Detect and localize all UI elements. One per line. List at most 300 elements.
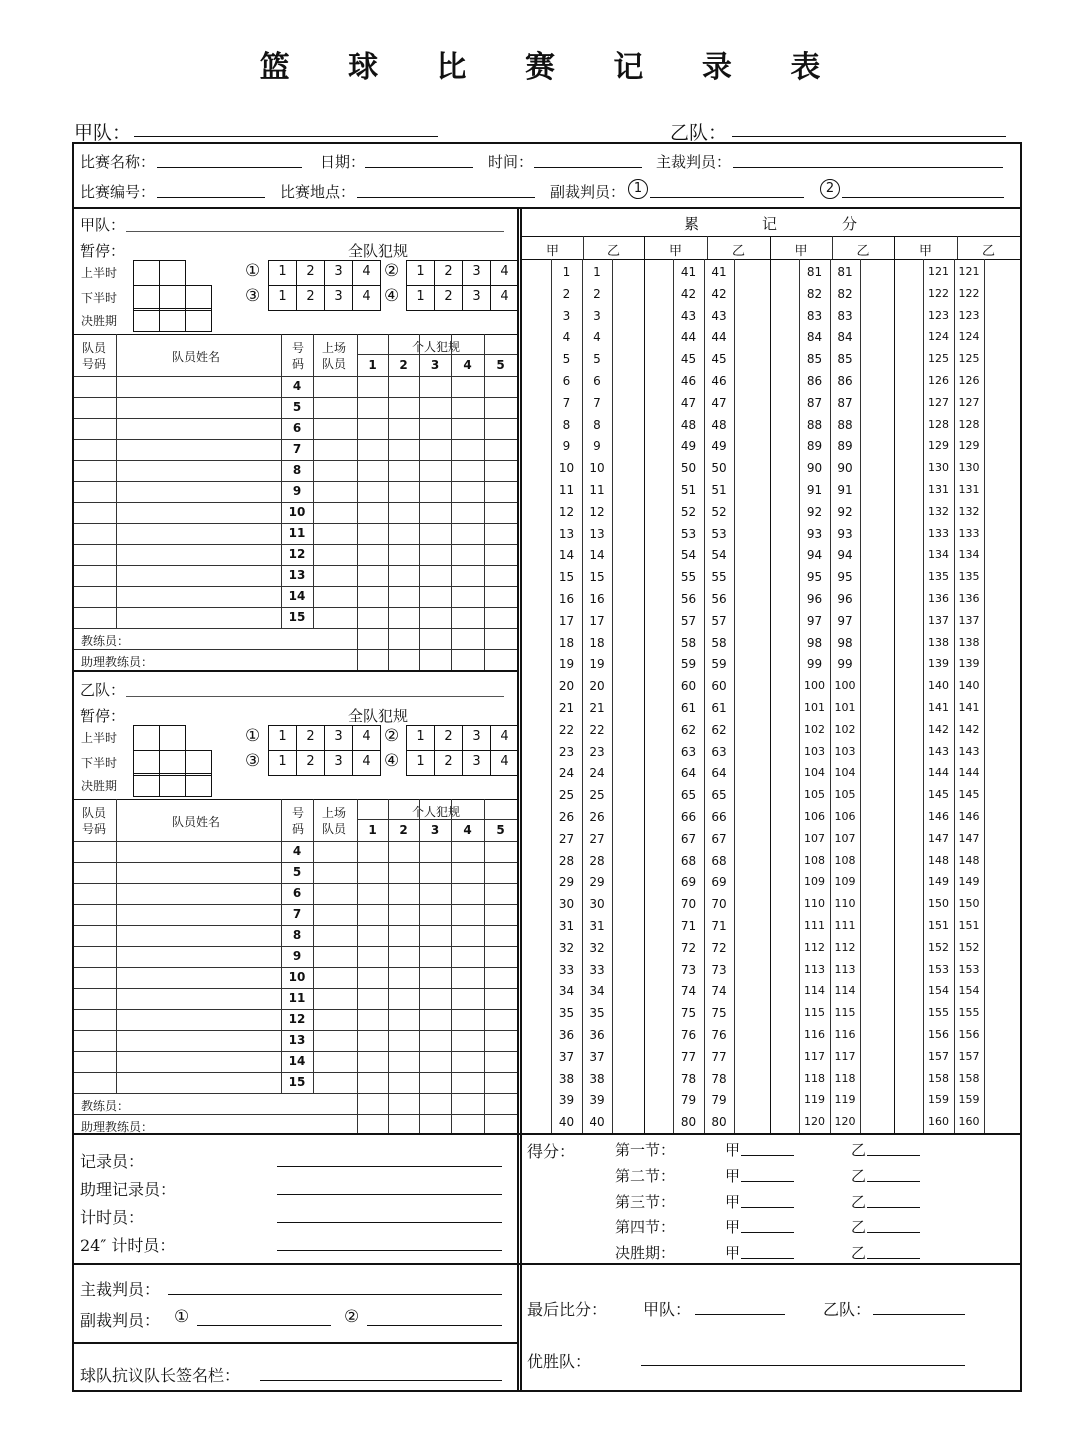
score-mark-b[interactable]: 70 (711, 897, 727, 912)
score-mark-a[interactable]: 17 (558, 613, 575, 628)
period-score-b-field[interactable] (867, 1140, 920, 1156)
score-mark-a[interactable]: 143 (928, 744, 949, 758)
period-score-a-field[interactable] (741, 1192, 794, 1208)
team-a-field[interactable] (134, 118, 438, 137)
score-mark-b[interactable]: 110 (834, 897, 856, 911)
score-mark-a[interactable]: 2 (562, 286, 571, 301)
score-mark-a[interactable]: 68 (680, 853, 697, 868)
score-mark-a[interactable]: 151 (928, 919, 949, 932)
score-mark-b[interactable]: 125 (958, 352, 980, 366)
score-mark-b[interactable]: 154 (958, 984, 980, 998)
score-mark-b[interactable]: 26 (589, 810, 605, 824)
score-mark-b[interactable]: 9 (593, 439, 601, 454)
score-mark-a[interactable]: 157 (928, 1049, 949, 1063)
score-mark-a[interactable]: 8 (562, 417, 571, 432)
team-a-team-foul-box[interactable]: 3 (324, 285, 353, 311)
score-mark-a[interactable]: 5 (562, 352, 571, 367)
score-mark-b[interactable]: 135 (958, 570, 980, 584)
umpire-1-field[interactable] (650, 182, 804, 198)
score-mark-b[interactable]: 141 (958, 701, 980, 714)
score-mark-a[interactable]: 134 (928, 548, 949, 562)
score-mark-a[interactable]: 125 (928, 352, 949, 366)
score-mark-b[interactable]: 92 (837, 504, 853, 519)
team-b-team-foul-box[interactable]: 2 (434, 750, 463, 776)
score-mark-a[interactable]: 127 (928, 395, 949, 409)
score-mark-b[interactable]: 150 (958, 897, 980, 911)
score-mark-a[interactable]: 99 (806, 657, 823, 672)
team-b-team-foul-box[interactable]: 4 (490, 750, 519, 776)
score-mark-b[interactable]: 146 (958, 810, 980, 823)
score-mark-b[interactable]: 71 (711, 919, 727, 933)
score-mark-b[interactable]: 138 (958, 635, 980, 649)
score-mark-a[interactable]: 139 (928, 657, 949, 671)
score-mark-a[interactable]: 82 (806, 286, 823, 301)
score-mark-a[interactable]: 156 (928, 1028, 949, 1041)
score-mark-b[interactable]: 5 (593, 352, 601, 367)
score-mark-a[interactable]: 33 (558, 962, 575, 977)
protest-field[interactable] (260, 1364, 502, 1381)
score-mark-b[interactable]: 80 (711, 1115, 727, 1130)
score-mark-b[interactable]: 25 (589, 788, 605, 803)
team-a-team-foul-box[interactable]: 3 (462, 260, 491, 286)
score-mark-a[interactable]: 113 (804, 962, 825, 976)
score-mark-b[interactable]: 155 (958, 1006, 980, 1020)
score-mark-a[interactable]: 69 (680, 875, 697, 890)
score-mark-a[interactable]: 88 (806, 417, 823, 432)
score-mark-b[interactable]: 42 (711, 286, 727, 301)
score-mark-b[interactable]: 109 (834, 875, 856, 889)
bottom-umpire-1-field[interactable] (197, 1309, 331, 1326)
score-mark-b[interactable]: 18 (589, 635, 605, 650)
score-mark-a[interactable]: 132 (928, 504, 949, 518)
team-b-team-foul-box[interactable]: 3 (324, 750, 353, 776)
final-b-field[interactable] (873, 1298, 965, 1315)
score-mark-a[interactable]: 63 (680, 744, 697, 759)
score-mark-a[interactable]: 102 (804, 722, 825, 736)
team-a-team-foul-box[interactable]: 2 (296, 285, 325, 311)
score-mark-a[interactable]: 154 (928, 984, 949, 998)
score-mark-b[interactable]: 124 (958, 330, 980, 344)
score-mark-b[interactable]: 149 (958, 875, 980, 889)
team-a-team-foul-box[interactable]: 3 (324, 260, 353, 286)
score-mark-a[interactable]: 141 (928, 701, 949, 714)
score-mark-b[interactable]: 65 (711, 788, 727, 803)
score-mark-a[interactable]: 111 (804, 919, 825, 932)
score-mark-b[interactable]: 102 (834, 722, 856, 736)
score-mark-a[interactable]: 118 (804, 1071, 825, 1085)
score-mark-a[interactable]: 85 (806, 352, 823, 367)
score-mark-b[interactable]: 55 (711, 570, 727, 585)
score-mark-a[interactable]: 45 (680, 352, 697, 367)
score-mark-b[interactable]: 130 (958, 461, 980, 475)
venue-field[interactable] (357, 182, 535, 198)
team-b-team-foul-box[interactable]: 4 (490, 725, 519, 751)
period-score-b-field[interactable] (867, 1166, 920, 1182)
score-mark-a[interactable]: 52 (680, 504, 697, 519)
score-mark-b[interactable]: 132 (958, 504, 980, 518)
score-mark-b[interactable]: 41 (711, 265, 727, 279)
score-mark-b[interactable]: 62 (711, 722, 727, 737)
score-mark-a[interactable]: 10 (558, 461, 575, 476)
team-b-team-foul-box[interactable]: 1 (406, 750, 435, 776)
score-mark-b[interactable]: 129 (958, 439, 980, 453)
score-mark-b[interactable]: 28 (589, 853, 605, 868)
scorer-field[interactable] (277, 1150, 502, 1167)
score-mark-a[interactable]: 67 (680, 831, 697, 846)
score-mark-b[interactable]: 21 (589, 701, 605, 715)
score-mark-a[interactable]: 25 (558, 788, 575, 803)
score-mark-b[interactable]: 112 (834, 940, 856, 954)
score-mark-b[interactable]: 24 (589, 766, 605, 781)
score-mark-a[interactable]: 59 (680, 657, 697, 672)
score-mark-a[interactable]: 105 (804, 788, 825, 802)
score-mark-a[interactable]: 129 (928, 439, 949, 453)
score-mark-a[interactable]: 34 (558, 984, 575, 999)
team-b-name-field[interactable] (126, 683, 504, 697)
team-a-team-foul-box[interactable]: 4 (490, 285, 519, 311)
score-mark-a[interactable]: 48 (680, 417, 697, 432)
team-b-team-foul-box[interactable]: 1 (268, 750, 297, 776)
score-mark-a[interactable]: 66 (680, 810, 697, 824)
asst-scorer-field[interactable] (277, 1178, 502, 1195)
team-a-team-foul-box[interactable]: 1 (268, 285, 297, 311)
score-mark-b[interactable]: 75 (711, 1006, 727, 1021)
score-mark-b[interactable]: 7 (593, 395, 601, 410)
score-mark-b[interactable]: 100 (834, 679, 856, 693)
score-mark-b[interactable]: 87 (837, 395, 853, 410)
score-mark-a[interactable]: 29 (558, 875, 575, 890)
score-mark-a[interactable]: 101 (804, 701, 825, 714)
score-mark-a[interactable]: 7 (562, 395, 571, 410)
score-mark-b[interactable]: 121 (958, 265, 980, 278)
score-mark-a[interactable]: 9 (562, 439, 571, 454)
team-a-team-foul-box[interactable]: 2 (296, 260, 325, 286)
score-mark-b[interactable]: 128 (958, 417, 980, 431)
score-mark-b[interactable]: 63 (711, 744, 727, 759)
score-mark-b[interactable]: 120 (834, 1115, 856, 1129)
score-mark-b[interactable]: 8 (593, 417, 601, 432)
score-mark-b[interactable]: 88 (837, 417, 853, 432)
team-b-team-foul-box[interactable]: 3 (462, 725, 491, 751)
score-mark-b[interactable]: 49 (711, 439, 727, 454)
score-mark-b[interactable]: 99 (837, 657, 853, 672)
score-mark-b[interactable]: 76 (711, 1028, 727, 1042)
score-mark-b[interactable]: 61 (711, 701, 727, 715)
score-mark-a[interactable]: 149 (928, 875, 949, 889)
score-mark-b[interactable]: 64 (711, 766, 727, 781)
score-mark-a[interactable]: 91 (806, 483, 823, 497)
score-mark-b[interactable]: 143 (958, 744, 980, 758)
team-b-timeout-box[interactable] (133, 773, 160, 797)
score-mark-a[interactable]: 40 (558, 1115, 575, 1130)
score-mark-a[interactable]: 148 (928, 853, 949, 867)
score-mark-a[interactable]: 54 (680, 548, 697, 563)
score-mark-a[interactable]: 61 (680, 701, 697, 715)
score-mark-b[interactable]: 22 (589, 722, 605, 737)
score-mark-a[interactable]: 106 (804, 810, 825, 823)
score-mark-a[interactable]: 62 (680, 722, 697, 737)
score-mark-a[interactable]: 158 (928, 1071, 949, 1085)
score-mark-b[interactable]: 19 (589, 657, 605, 672)
match-name-field[interactable] (157, 152, 302, 168)
score-mark-a[interactable]: 81 (806, 265, 823, 279)
score-mark-b[interactable]: 117 (834, 1049, 856, 1063)
team-a-timeout-box[interactable] (159, 260, 186, 286)
score-mark-b[interactable]: 14 (589, 548, 605, 563)
score-mark-b[interactable]: 116 (834, 1028, 856, 1041)
score-mark-a[interactable]: 122 (928, 286, 949, 300)
score-mark-a[interactable]: 24 (558, 766, 575, 781)
score-mark-b[interactable]: 106 (834, 810, 856, 823)
score-mark-b[interactable]: 98 (837, 635, 853, 650)
score-mark-a[interactable]: 1 (562, 265, 571, 279)
score-mark-b[interactable]: 140 (958, 679, 980, 693)
date-field[interactable] (365, 152, 473, 168)
score-mark-b[interactable]: 145 (958, 788, 980, 802)
score-mark-a[interactable]: 71 (680, 919, 697, 933)
score-mark-a[interactable]: 72 (680, 940, 697, 955)
score-mark-b[interactable]: 15 (589, 570, 605, 585)
score-mark-b[interactable]: 107 (834, 831, 856, 845)
team-b-team-foul-box[interactable]: 3 (462, 750, 491, 776)
team-a-team-foul-box[interactable]: 1 (406, 285, 435, 311)
score-mark-a[interactable]: 38 (558, 1071, 575, 1086)
score-mark-a[interactable]: 28 (558, 853, 575, 868)
score-mark-b[interactable]: 84 (837, 330, 853, 345)
team-a-team-foul-box[interactable]: 1 (406, 260, 435, 286)
score-mark-a[interactable]: 136 (928, 592, 949, 605)
score-mark-a[interactable]: 53 (680, 526, 697, 541)
score-mark-a[interactable]: 159 (928, 1093, 949, 1107)
score-mark-b[interactable]: 40 (589, 1115, 605, 1130)
score-mark-b[interactable]: 126 (958, 374, 980, 387)
bottom-referee-field[interactable] (168, 1278, 502, 1295)
score-mark-a[interactable]: 22 (558, 722, 575, 737)
score-mark-b[interactable]: 66 (711, 810, 727, 824)
team-b-team-foul-box[interactable]: 3 (324, 725, 353, 751)
score-mark-a[interactable]: 138 (928, 635, 949, 649)
score-mark-a[interactable]: 87 (806, 395, 823, 410)
score-mark-a[interactable]: 140 (928, 679, 949, 693)
score-mark-b[interactable]: 78 (711, 1071, 727, 1086)
score-mark-b[interactable]: 139 (958, 657, 980, 671)
umpire-2-field[interactable] (842, 182, 1004, 198)
score-mark-b[interactable]: 39 (589, 1093, 605, 1108)
score-mark-b[interactable]: 86 (837, 374, 853, 388)
period-score-b-field[interactable] (867, 1217, 920, 1233)
score-mark-b[interactable]: 17 (589, 613, 605, 628)
score-mark-a[interactable]: 120 (804, 1115, 825, 1129)
score-mark-b[interactable]: 53 (711, 526, 727, 541)
score-mark-b[interactable]: 68 (711, 853, 727, 868)
score-mark-b[interactable]: 37 (589, 1049, 605, 1064)
team-a-team-foul-box[interactable]: 1 (268, 260, 297, 286)
score-mark-a[interactable]: 117 (804, 1049, 825, 1063)
score-mark-b[interactable]: 133 (958, 526, 980, 540)
score-mark-b[interactable]: 51 (711, 483, 727, 497)
team-b-team-foul-box[interactable]: 1 (268, 725, 297, 751)
score-mark-a[interactable]: 30 (558, 897, 575, 912)
score-mark-a[interactable]: 119 (804, 1093, 825, 1107)
score-mark-a[interactable]: 123 (928, 308, 949, 322)
score-mark-a[interactable]: 57 (680, 613, 697, 628)
score-mark-a[interactable]: 75 (680, 1006, 697, 1021)
team-b-team-foul-box[interactable]: 2 (296, 750, 325, 776)
score-mark-a[interactable]: 89 (806, 439, 823, 454)
team-b-timeout-box[interactable] (159, 725, 186, 751)
team-a-timeout-box[interactable] (133, 308, 160, 332)
score-mark-b[interactable]: 58 (711, 635, 727, 650)
score-mark-b[interactable]: 137 (958, 613, 980, 627)
team-a-team-foul-box[interactable]: 3 (462, 285, 491, 311)
score-mark-a[interactable]: 95 (806, 570, 823, 585)
period-score-b-field[interactable] (867, 1192, 920, 1208)
score-mark-b[interactable]: 136 (958, 592, 980, 605)
score-mark-b[interactable]: 103 (834, 744, 856, 758)
score-mark-b[interactable]: 96 (837, 592, 853, 606)
score-mark-b[interactable]: 36 (589, 1028, 605, 1042)
score-mark-a[interactable]: 147 (928, 831, 949, 845)
score-mark-b[interactable]: 30 (589, 897, 605, 912)
period-score-a-field[interactable] (741, 1243, 794, 1259)
score-mark-a[interactable]: 19 (558, 657, 575, 672)
score-mark-b[interactable]: 113 (834, 962, 856, 976)
score-mark-a[interactable]: 104 (804, 766, 825, 780)
score-mark-b[interactable]: 23 (589, 744, 605, 759)
time-field[interactable] (534, 152, 642, 168)
score-mark-a[interactable]: 58 (680, 635, 697, 650)
team-a-timeout-box[interactable] (185, 308, 212, 332)
team-b-team-foul-box[interactable]: 1 (406, 725, 435, 751)
score-mark-b[interactable]: 44 (711, 330, 727, 345)
score-mark-a[interactable]: 43 (680, 308, 697, 323)
score-mark-b[interactable]: 151 (958, 919, 980, 932)
score-mark-a[interactable]: 144 (928, 766, 949, 780)
team-a-timeout-box[interactable] (159, 308, 186, 332)
score-mark-b[interactable]: 118 (834, 1071, 856, 1085)
score-mark-a[interactable]: 121 (928, 265, 949, 278)
score-mark-b[interactable]: 43 (711, 308, 727, 323)
score-mark-b[interactable]: 32 (589, 940, 605, 955)
score-mark-a[interactable]: 146 (928, 810, 949, 823)
score-mark-a[interactable]: 103 (804, 744, 825, 758)
score-mark-a[interactable]: 80 (680, 1115, 697, 1130)
score-mark-b[interactable]: 147 (958, 831, 980, 845)
score-mark-a[interactable]: 145 (928, 788, 949, 802)
team-b-field[interactable] (732, 118, 1006, 137)
score-mark-a[interactable]: 126 (928, 374, 949, 387)
score-mark-a[interactable]: 76 (680, 1028, 697, 1042)
bottom-umpire-2-field[interactable] (367, 1309, 502, 1326)
score-mark-b[interactable]: 108 (834, 853, 856, 867)
score-mark-b[interactable]: 2 (593, 286, 601, 301)
score-mark-b[interactable]: 82 (837, 286, 853, 301)
score-mark-b[interactable]: 34 (589, 984, 605, 999)
score-mark-a[interactable]: 97 (806, 613, 823, 628)
score-mark-b[interactable]: 134 (958, 548, 980, 562)
score-mark-b[interactable]: 93 (837, 526, 853, 541)
score-mark-b[interactable]: 127 (958, 395, 980, 409)
score-mark-b[interactable]: 6 (593, 374, 601, 388)
team-a-team-foul-box[interactable]: 2 (434, 285, 463, 311)
score-mark-a[interactable]: 41 (680, 265, 697, 279)
score-mark-a[interactable]: 35 (558, 1006, 575, 1021)
score-mark-b[interactable]: 90 (837, 461, 853, 476)
score-mark-a[interactable]: 18 (558, 635, 575, 650)
score-mark-a[interactable]: 124 (928, 330, 949, 344)
score-mark-b[interactable]: 142 (958, 722, 980, 736)
score-mark-b[interactable]: 85 (837, 352, 853, 367)
score-mark-a[interactable]: 108 (804, 853, 825, 867)
score-mark-b[interactable]: 77 (711, 1049, 727, 1064)
score-mark-a[interactable]: 160 (928, 1115, 949, 1129)
score-mark-b[interactable]: 59 (711, 657, 727, 672)
match-no-field[interactable] (157, 182, 265, 198)
score-mark-a[interactable]: 20 (558, 679, 575, 694)
team-b-timeout-box[interactable] (159, 773, 186, 797)
score-mark-a[interactable]: 73 (680, 962, 697, 977)
score-mark-b[interactable]: 29 (589, 875, 605, 890)
score-mark-a[interactable]: 94 (806, 548, 823, 563)
score-mark-b[interactable]: 97 (837, 613, 853, 628)
score-mark-a[interactable]: 23 (558, 744, 575, 759)
score-mark-b[interactable]: 160 (958, 1115, 980, 1129)
score-mark-b[interactable]: 101 (834, 701, 856, 714)
shot-clock-field[interactable] (277, 1234, 502, 1251)
score-mark-b[interactable]: 131 (958, 483, 980, 496)
score-mark-b[interactable]: 45 (711, 352, 727, 367)
score-mark-b[interactable]: 152 (958, 940, 980, 954)
score-mark-b[interactable]: 159 (958, 1093, 980, 1107)
score-mark-b[interactable]: 4 (593, 330, 601, 345)
timer-field[interactable] (277, 1206, 502, 1223)
score-mark-a[interactable]: 16 (558, 592, 575, 606)
score-mark-a[interactable]: 150 (928, 897, 949, 911)
winner-field[interactable] (641, 1350, 965, 1366)
score-mark-b[interactable]: 12 (589, 504, 605, 519)
score-mark-b[interactable]: 72 (711, 940, 727, 955)
score-mark-b[interactable]: 10 (589, 461, 605, 476)
score-mark-b[interactable]: 3 (593, 308, 601, 323)
score-mark-b[interactable]: 157 (958, 1049, 980, 1063)
score-mark-b[interactable]: 13 (589, 526, 605, 541)
score-mark-a[interactable]: 77 (680, 1049, 697, 1064)
score-mark-b[interactable]: 105 (834, 788, 856, 802)
score-mark-a[interactable]: 37 (558, 1049, 575, 1064)
score-mark-b[interactable]: 81 (837, 265, 853, 279)
score-mark-a[interactable]: 128 (928, 417, 949, 431)
score-mark-a[interactable]: 135 (928, 570, 949, 584)
score-mark-b[interactable]: 50 (711, 461, 727, 476)
score-mark-a[interactable]: 83 (806, 308, 823, 323)
team-b-timeout-box[interactable] (185, 773, 212, 797)
score-mark-a[interactable]: 26 (558, 810, 575, 824)
score-mark-a[interactable]: 6 (562, 374, 571, 388)
score-mark-b[interactable]: 144 (958, 766, 980, 780)
team-a-team-foul-box[interactable]: 4 (352, 285, 381, 311)
score-mark-a[interactable]: 14 (558, 548, 575, 563)
score-mark-b[interactable]: 11 (589, 483, 605, 497)
score-mark-a[interactable]: 42 (680, 286, 697, 301)
score-mark-b[interactable]: 158 (958, 1071, 980, 1085)
score-mark-b[interactable]: 47 (711, 395, 727, 410)
score-mark-a[interactable]: 47 (680, 395, 697, 410)
score-mark-a[interactable]: 92 (806, 504, 823, 519)
score-mark-b[interactable]: 31 (589, 919, 605, 933)
score-mark-a[interactable]: 15 (558, 570, 575, 585)
score-mark-b[interactable]: 95 (837, 570, 853, 585)
score-mark-b[interactable]: 60 (711, 679, 727, 694)
